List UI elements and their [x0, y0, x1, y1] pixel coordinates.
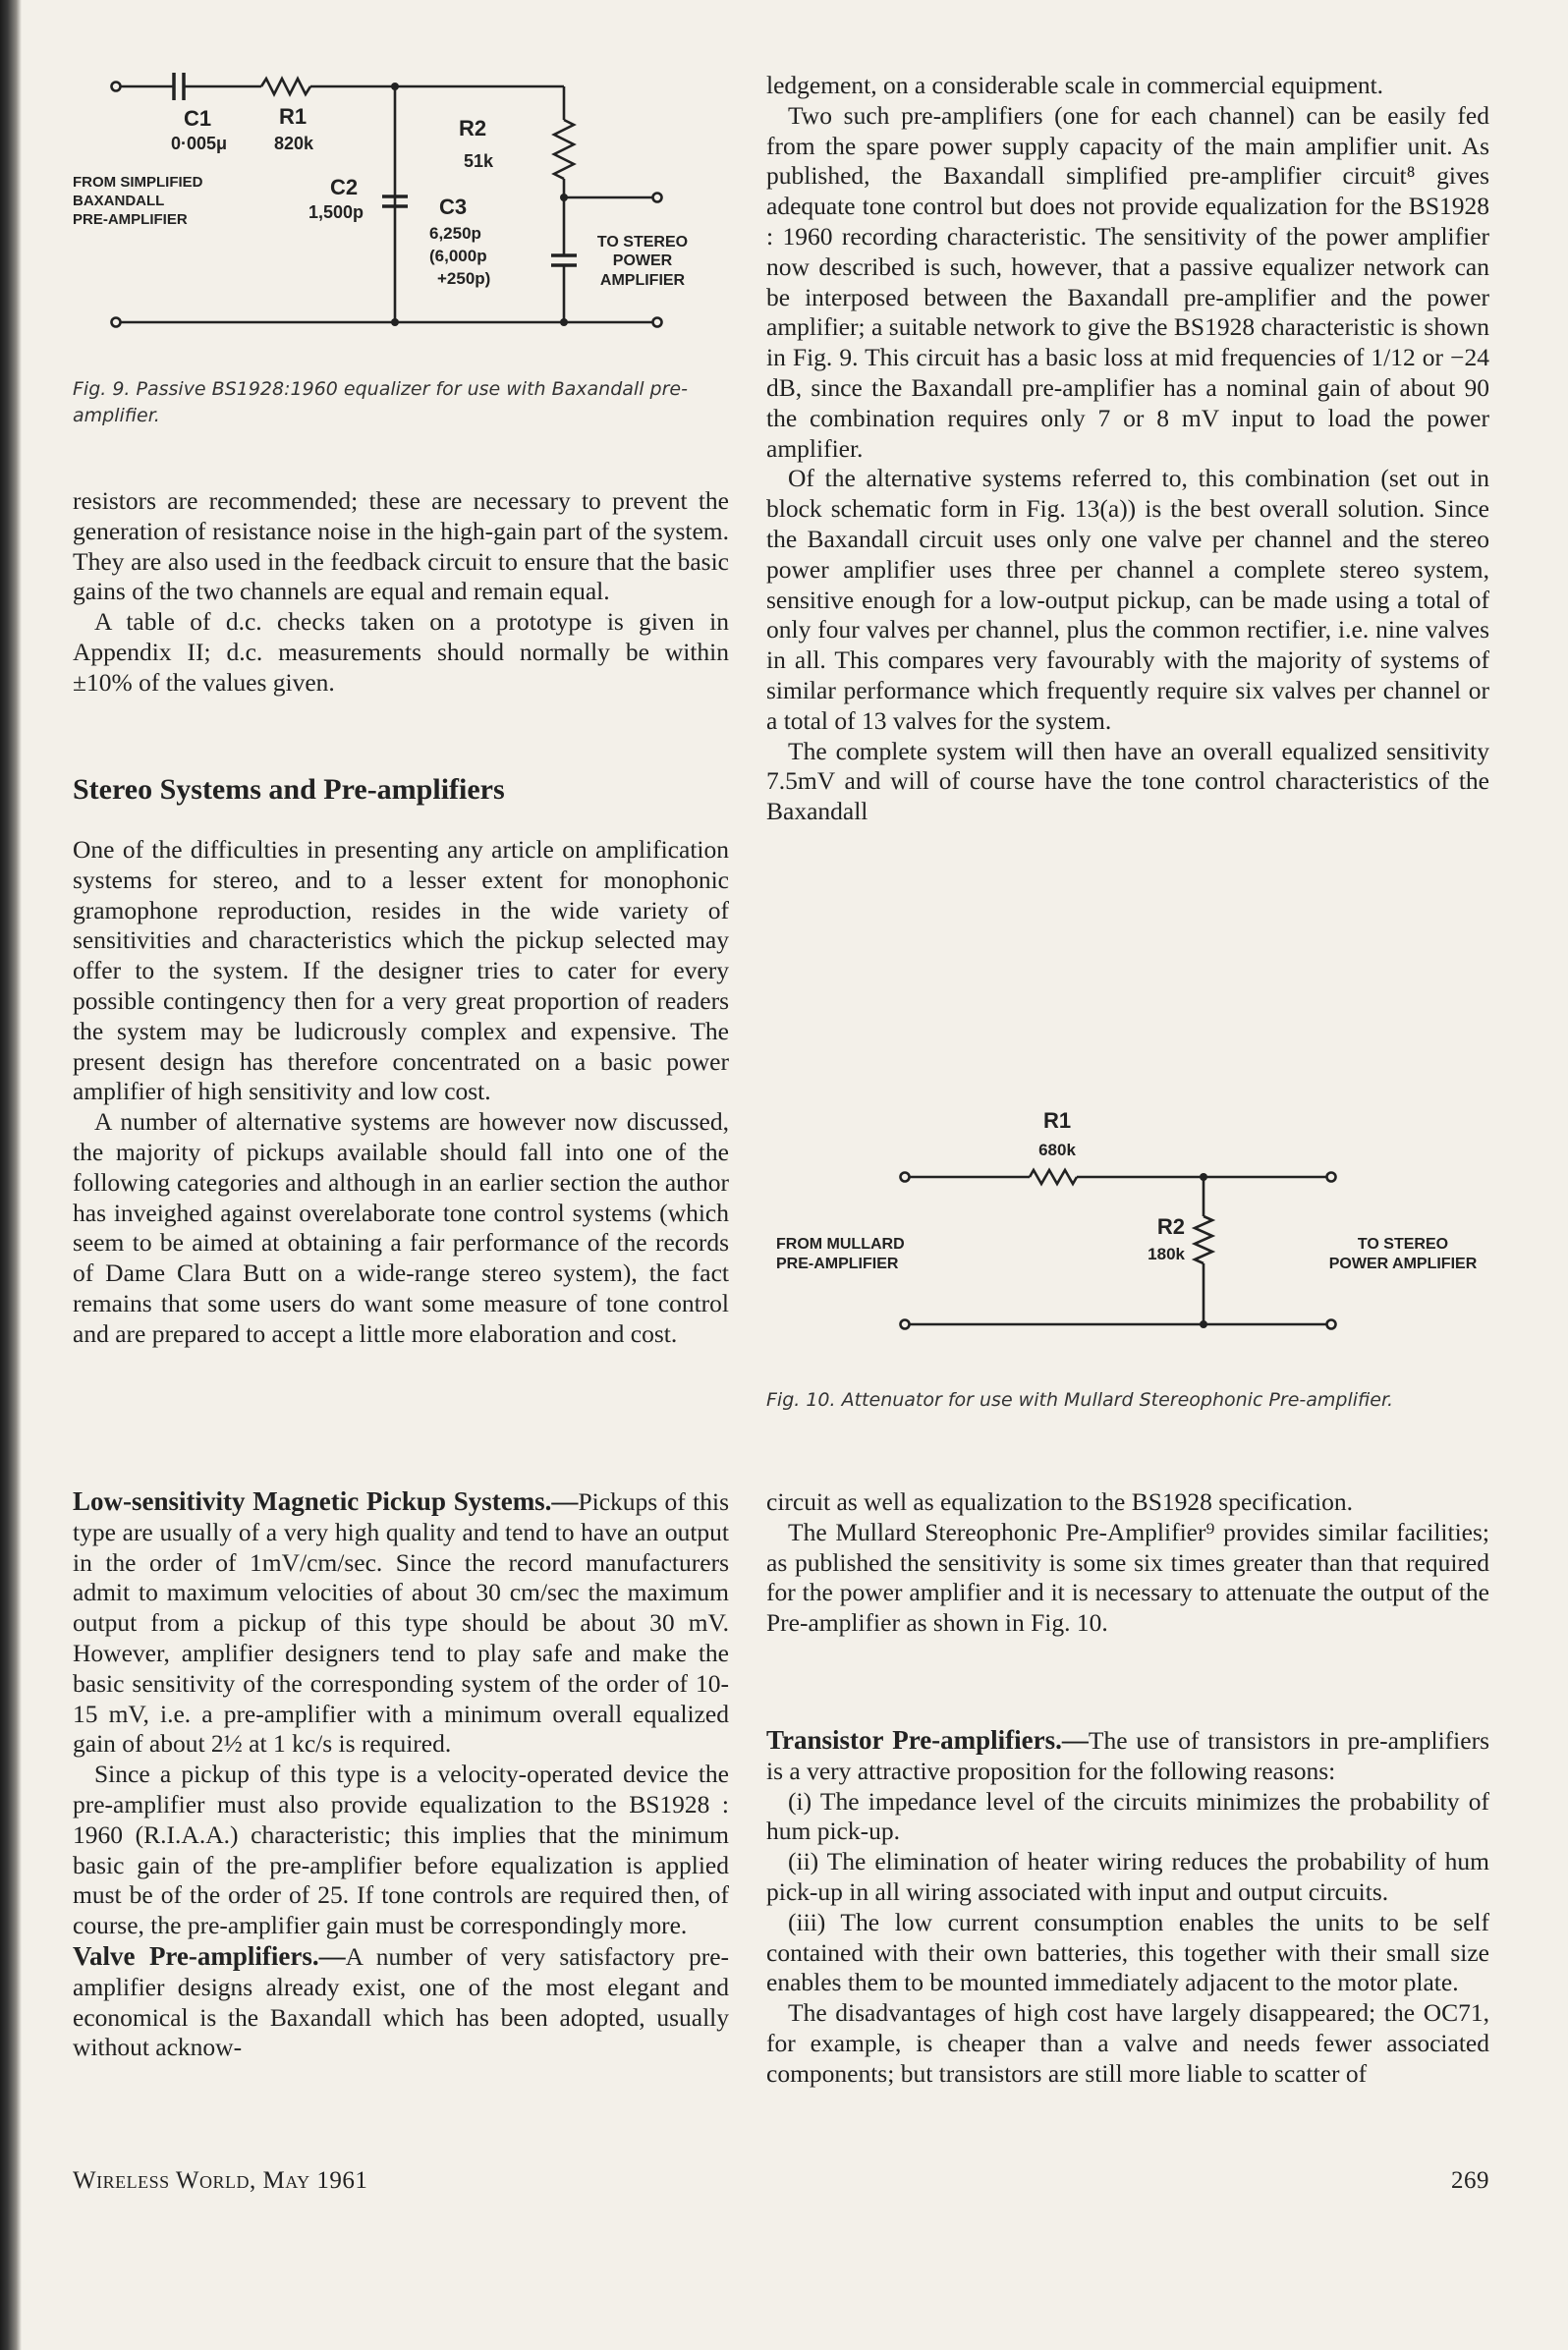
- fig9-input-label-2: BAXANDALL: [73, 193, 165, 209]
- fig10-r2-value: 180k: [1148, 1245, 1185, 1263]
- figure-9-circuit: [73, 59, 729, 344]
- c3-label: C3: [439, 195, 468, 219]
- fig9-output-label-3: AMPLIFIER: [599, 272, 686, 289]
- right-paragraph-8: (i) The impedance level of the circuits minimizes the probability of hum pick-up.: [766, 1786, 1489, 1846]
- valve-preamp-heading: Valve Pre-amplifiers.—: [73, 1940, 346, 1971]
- left-paragraph-7: [73, 1941, 729, 2063]
- right-paragraph-6: The Mullard Stereophonic Pre-Amplifier⁹ provides similar facilities; as published the sensitivity is some six times greater than that required for the power amplifier and it is necessary to attenuate the output of the Pre-amplifier as shown in Fig. 10.: [766, 1517, 1489, 1638]
- c1-label: C1: [184, 106, 212, 131]
- left-paragraph-6: Since a pickup of this type is a velocity-operated device the pre-amplifier must also provide equalization to the BS1928 : 1960 (R.I.A.A.) characteristic; this implies that the minimum basic gain of the pre-amplifier before equalization is applied must be of the order of 25. If tone controls are required then, of course, the pre-amplifier gain must be correspondingly more.: [73, 1760, 729, 1940]
- fig9-input-label-3: PRE-AMPLIFIER: [73, 211, 188, 228]
- right-paragraph-9: (ii) The elimination of heater wiring reduces the probability of hum pick-up in all wiring associated with input and output circuits.: [766, 1847, 1489, 1906]
- fig10-r1-label: R1: [1042, 1108, 1072, 1133]
- fig10-r1-value: 680k: [1038, 1141, 1076, 1159]
- c2-label: C2: [330, 175, 359, 199]
- right-paragraph-11: The disadvantages of high cost have largely disappeared; the OC71, for example, is cheaper than a valve and needs fewer associated components; but transistors are still more liable to scatter of: [766, 1998, 1489, 2088]
- low-sensitivity-text: Pickups of this type are usually of a very high quality and tend to have an output in the order of 1mV/cm/sec. Since the record manufacturers admit to maximum velocities of about 30 cm/sec the maximum output from a pickup of this type should be about 30 mV. However, amplifier designers tend to play safe and make the basic sensitivity of the corresponding system of the order of 10-15 mV, i.e. a pre-amplifier with a minimum overall equalized gain of about 2½ at 1 kc/s is required.: [73, 1487, 729, 1759]
- figure-10-circuit: [766, 1102, 1489, 1348]
- r2-value: 51k: [464, 151, 494, 171]
- right-paragraph-7: [766, 1725, 1489, 1787]
- right-paragraph-10: (iii) The low current consumption enables the units to be self contained with their own batteries, this together with their small size enables them to be mounted immediately adjacent to the motor plate.: [766, 1907, 1489, 1997]
- left-text-block-1: [73, 486, 729, 699]
- c2-value: 1,500p: [308, 202, 364, 222]
- transistor-preamp-heading: Transistor Pre-amplifiers.—: [766, 1725, 1089, 1755]
- fig9-input-label-1: FROM SIMPLIFIED: [73, 174, 203, 191]
- figure-10-svg: [766, 1102, 1489, 1348]
- figure-10-caption: Fig. 10. Attenuator for use with Mullard Stereophonic Pre-amplifier.: [766, 1389, 1394, 1411]
- r1-value: 820k: [274, 134, 314, 153]
- transistor-preamp-text: The use of transistors in pre-amplifiers is a very attractive proposition for the following reasons:: [766, 1726, 1489, 1785]
- figure-9-svg: [73, 59, 729, 344]
- left-paragraph-1: resistors are recommended; these are necessary to prevent the generation of resistance noise in the high-gain part of the system. They are also used in the feedback circuit to ensure that the basic gains of the two channels are equal and remain equal.: [73, 486, 729, 606]
- right-paragraph-4: The complete system will then have an overall equalized sensitivity 7.5mV and will of course have the tone control characteristics of the Baxandall: [766, 736, 1489, 826]
- c3-value: 6,250p: [429, 224, 481, 243]
- fig10-r2-label: R2: [1156, 1214, 1185, 1239]
- fig10-input-label-1: FROM MULLARD: [776, 1236, 905, 1253]
- r2-label: R2: [459, 116, 487, 140]
- right-paragraph-5: circuit as well as equalization to the BS1928 specification.: [766, 1487, 1353, 1516]
- low-sensitivity-heading: Low-sensitivity Magnetic Pickup Systems.—: [73, 1486, 579, 1516]
- c1-value: 0·005μ: [171, 134, 228, 153]
- left-paragraph-4: A number of alternative systems are however now discussed, the majority of pickups available should fall into one of the following categories and although in an earlier section the author has inveighed against overelaborate tone control systems (which seem to be aimed at obtaining a fair performance of the records of Dame Clara Butt on a wide-range stereo system), the fact remains that some users do want some measure of tone control and are prepared to accept a little more elaboration and cost.: [73, 1107, 729, 1348]
- binding-shadow: [0, 0, 22, 2350]
- fig10-output-label-1: TO STEREO: [1357, 1236, 1449, 1253]
- figure-9-caption: Fig. 9. Passive BS1928:1960 equalizer for use with Baxandall pre-amplifier.: [73, 378, 688, 426]
- valve-preamp-text: A number of very satisfactory pre-amplifier designs already exist, one of the most elegant and economical is the Baxandall which has been adopted, usually without acknow-: [73, 1941, 729, 2062]
- right-paragraph-1: ledgement, on a considerable scale in commercial equipment.: [766, 71, 1384, 99]
- r1-label: R1: [279, 104, 308, 129]
- right-text-block-2: [766, 1487, 1489, 1639]
- c3-note-1: (6,000p: [429, 247, 487, 265]
- fig10-output-label-2: POWER AMPLIFIER: [1328, 1256, 1478, 1272]
- right-text-block-1: [766, 71, 1489, 827]
- left-text-block-3: [73, 1486, 729, 2063]
- journal-footer: Wireless World, May 1961: [73, 2167, 368, 2194]
- left-paragraph-2: A table of d.c. checks taken on a prototype is given in Appendix II; d.c. measurements should normally be within ±10% of the values given.: [73, 607, 729, 697]
- c3-note-2: +250p): [437, 269, 491, 288]
- fig10-input-label-2: PRE-AMPLIFIER: [776, 1256, 899, 1272]
- page-number: 269: [1451, 2167, 1489, 2194]
- section-heading: Stereo Systems and Pre-amplifiers: [73, 773, 505, 806]
- right-paragraph-3: Of the alternative systems referred to, this combination (set out in block schematic form in Fig. 13(a)) is the best overall solution. Since the Baxandall circuit uses only one valve per channel and the stereo power amplifier uses three per channel a complete stereo system, sensitive enough for a low-output pickup, can be made using a total of only four valves per channel, plus the common rectifier, i.e. nine valves in all. This compares very favourably with the majority of systems of similar performance which frequently require six valves per channel or a total of 13 valves for the system.: [766, 464, 1489, 735]
- right-text-block-3: [766, 1725, 1489, 2090]
- fig9-output-label-1: TO STEREO: [596, 234, 689, 251]
- left-paragraph-3: One of the difficulties in presenting any article on amplification systems for stereo, and to a lesser extent for monophonic gramophone reproduction, resides in the wide variety of sensitivities and characteristics which the pickup selected may offer to the system. If the designer tries to cater for every possible contingency then for a very great proportion of readers the system may be ludicrously complex and expensive. The present design has therefore concentrated on a basic power amplifier of high sensitivity and low cost.: [73, 835, 729, 1106]
- right-paragraph-2: Two such pre-amplifiers (one for each channel) can be easily fed from the spare power supply capacity of the main amplifier unit. As published, the Baxandall simplified pre-amplifier circuit⁸ gives adequate tone control but does not provide equalization for the BS1928 : 1960 recording characteristic. The sensitivity of the power amplifier now described is such, however, that a passive equalizer network can be interposed between the Baxandall pre-amplifier and the power amplifier; a suitable network to give the BS1928 characteristic is shown in Fig. 9. This circuit has a basic loss at mid frequencies of 1/12 or −24 dB, since the Baxandall pre-amplifier has a nominal gain of about 90 the combination requires only 7 or 8 mV input to load the power amplifier.: [766, 100, 1489, 463]
- fig9-output-label-2: POWER: [612, 252, 673, 269]
- left-paragraph-5: [73, 1486, 729, 1760]
- left-text-block-2: [73, 835, 729, 1350]
